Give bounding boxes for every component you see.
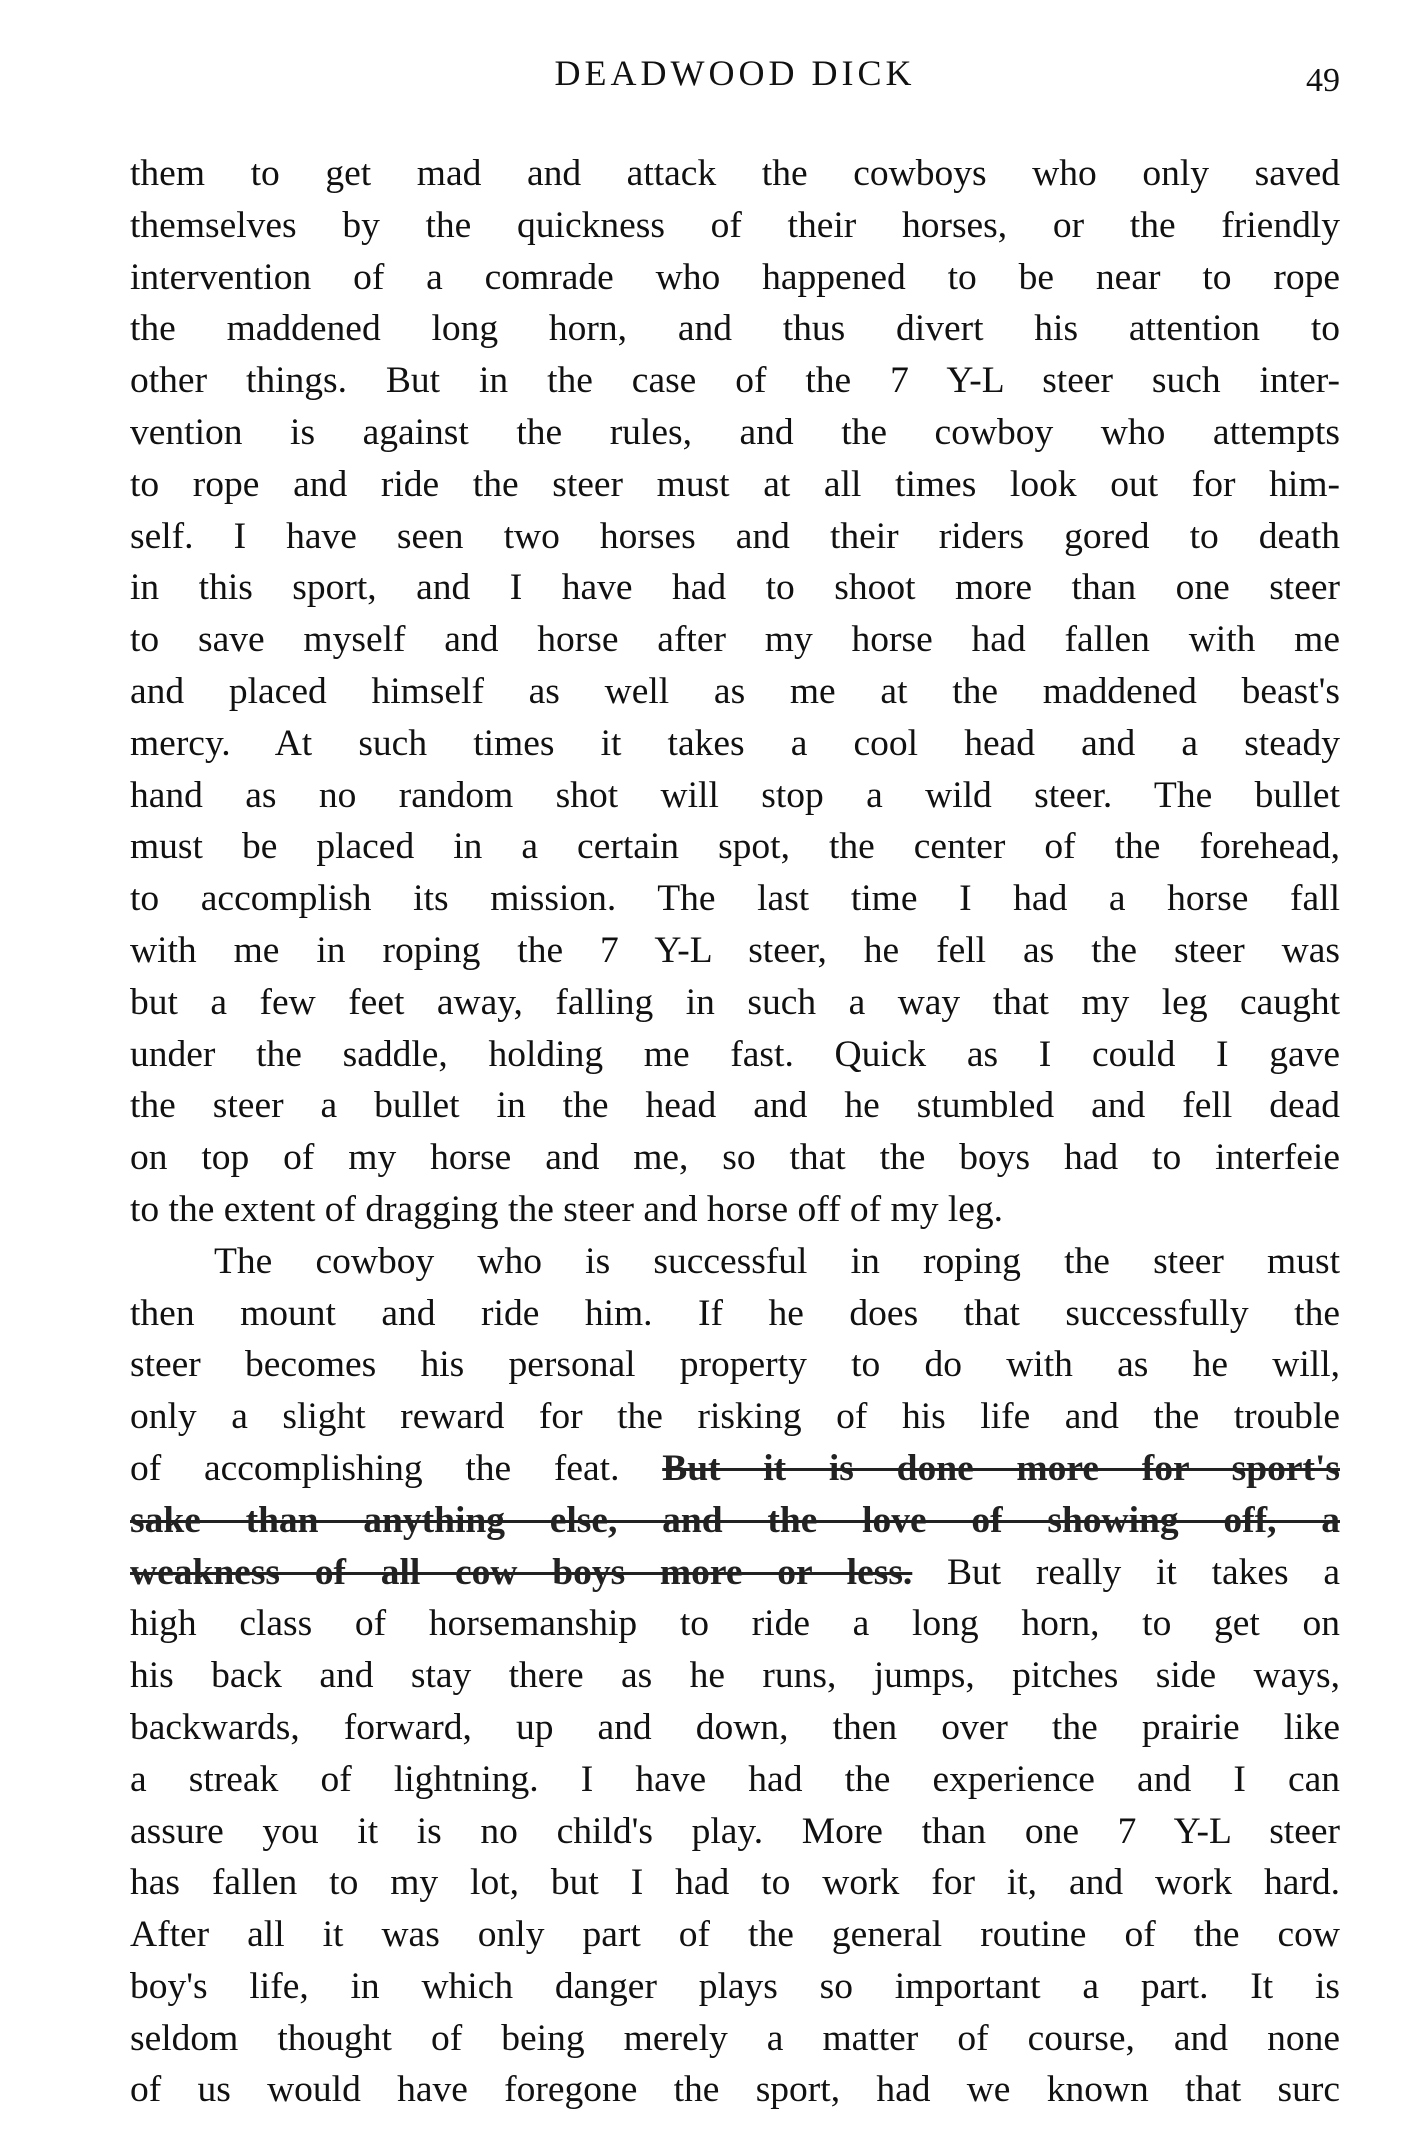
- text-line: [130, 148, 1340, 200]
- line-text: then mount and ride him. If he does that successfully the: [130, 1292, 1340, 1334]
- text-line: [130, 407, 1340, 459]
- line-text: his back and stay there as he runs, jumps, pitches side ways,: [130, 1655, 1340, 1697]
- line-text: to accomplish its mission. The last time I had a horse fall: [130, 878, 1340, 920]
- text-line: [130, 511, 1340, 563]
- line-text: intervention of a comrade who happened to be near to rope: [130, 256, 1340, 298]
- text-line: [130, 1288, 1340, 1340]
- text-line: [130, 1702, 1340, 1754]
- line-text: themselves by the quickness of their horses, or the friendly: [130, 204, 1340, 246]
- line-text: other things. But in the case of the 7 Y-L steer such inter-: [130, 360, 1340, 402]
- struck-text: sake than anything else, and the love of showing off, a: [130, 1499, 1340, 1541]
- text-line: [130, 925, 1340, 977]
- line-text: to save myself and horse after my horse had fallen with me: [130, 619, 1340, 661]
- text-line: [130, 1080, 1340, 1132]
- text-line: [130, 1961, 1340, 2013]
- text-line: [130, 770, 1340, 822]
- text-line: [130, 1598, 1340, 1650]
- text-line: [130, 1909, 1340, 1961]
- page-number: 49: [1306, 62, 1340, 99]
- text-line: [130, 1806, 1340, 1858]
- text-line: [130, 1547, 1340, 1599]
- text-line: [130, 355, 1340, 407]
- text-line: [130, 1857, 1340, 1909]
- struck-text: But it is done more for sport's: [662, 1447, 1340, 1489]
- line-text: with me in roping the 7 Y-L steer, he fell as the steer was: [130, 929, 1340, 971]
- text-line: [130, 718, 1340, 770]
- text-line: [130, 1443, 1340, 1495]
- line-text: only a slight reward for the risking of his life and the trouble: [130, 1396, 1340, 1438]
- body-text: [130, 148, 1340, 2116]
- line-text: backwards, forward, up and down, then over the prairie like: [130, 1706, 1340, 1748]
- text-line: [130, 1184, 1340, 1236]
- line-text: a streak of lightning. I have had the experience and I can: [130, 1758, 1340, 1800]
- line-text: under the saddle, holding me fast. Quick as I could I gave: [130, 1033, 1340, 1075]
- text-line: [130, 1339, 1340, 1391]
- running-title: DEADWOOD DICK: [554, 53, 916, 93]
- line-text: seldom thought of being merely a matter of course, and none: [130, 2017, 1340, 2059]
- text-line: [130, 2064, 1340, 2116]
- text-line: [130, 562, 1340, 614]
- line-text: to the extent of dragging the steer and horse off of my leg.: [130, 1188, 1004, 1230]
- line-text: to rope and ride the steer must at all times look out for him-: [130, 463, 1340, 505]
- text-line: [130, 200, 1340, 252]
- text-line: [130, 303, 1340, 355]
- line-text: must be placed in a certain spot, the center of the forehead,: [130, 826, 1340, 868]
- text-line: [130, 2013, 1340, 2065]
- line-text: of accomplishing the feat.: [130, 1447, 663, 1489]
- line-text: vention is against the rules, and the cowboy who attempts: [130, 411, 1340, 453]
- struck-text: weakness of all cow boys more or less.: [130, 1551, 913, 1593]
- line-text: the maddened long horn, and thus divert his attention to: [130, 308, 1340, 350]
- text-line: [130, 821, 1340, 873]
- text-line: [130, 1391, 1340, 1443]
- line-text: but a few feet away, falling in such a way that my leg caught: [130, 981, 1340, 1023]
- text-line: [130, 252, 1340, 304]
- line-text: But really it takes a: [912, 1551, 1341, 1593]
- text-line: [130, 873, 1340, 925]
- line-text: has fallen to my lot, but I had to work for it, and work hard.: [130, 1862, 1340, 1904]
- line-text: the steer a bullet in the head and he stumbled and fell dead: [130, 1085, 1340, 1127]
- text-line: [130, 614, 1340, 666]
- text-line: [130, 1495, 1340, 1547]
- line-text: on top of my horse and me, so that the boys had to interfeie: [130, 1137, 1340, 1179]
- line-text: After all it was only part of the general routine of the cow: [130, 1914, 1340, 1956]
- line-text: steer becomes his personal property to do with as he will,: [130, 1344, 1340, 1386]
- line-text: in this sport, and I have had to shoot more than one steer: [130, 567, 1340, 609]
- running-header: [130, 52, 1340, 112]
- text-line: [130, 977, 1340, 1029]
- line-text: and placed himself as well as me at the maddened beast's: [130, 670, 1340, 712]
- line-text: them to get mad and attack the cowboys who only saved: [130, 153, 1340, 194]
- line-text: hand as no random shot will stop a wild steer. The bullet: [130, 774, 1340, 816]
- line-text: of us would have foregone the sport, had we known that surc: [130, 2069, 1340, 2111]
- text-line: [130, 1650, 1340, 1702]
- line-text: boy's life, in which danger plays so important a part. It is: [130, 1965, 1340, 2007]
- text-line: [130, 1754, 1340, 1806]
- text-line: [130, 1236, 1340, 1288]
- text-line: [130, 666, 1340, 718]
- line-text: The cowboy who is successful in roping the steer must: [214, 1240, 1340, 1282]
- line-text: self. I have seen two horses and their riders gored to death: [130, 515, 1340, 557]
- line-text: mercy. At such times it takes a cool head and a steady: [130, 722, 1340, 764]
- text-line: [130, 1132, 1340, 1184]
- line-text: assure you it is no child's play. More than one 7 Y-L steer: [130, 1810, 1340, 1852]
- line-text: high class of horsemanship to ride a long horn, to get on: [130, 1603, 1340, 1645]
- text-line: [130, 459, 1340, 511]
- text-line: [130, 1029, 1340, 1081]
